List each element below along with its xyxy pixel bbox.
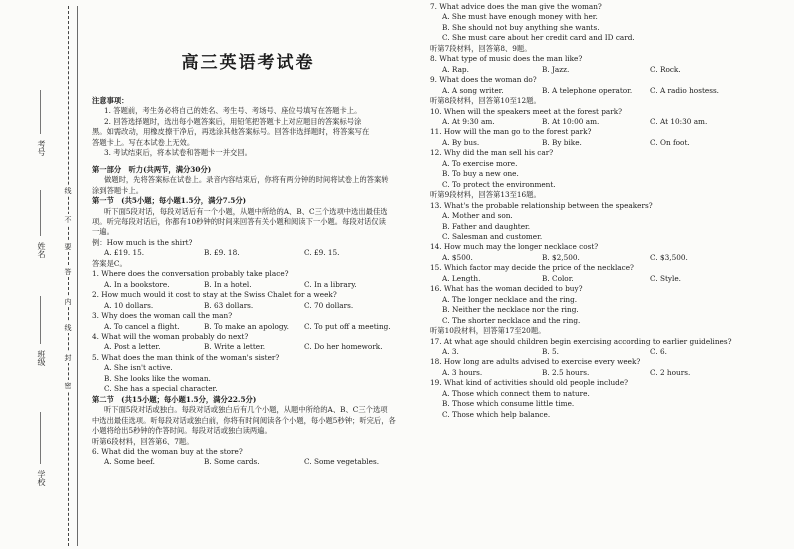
binding-margin (0, 0, 92, 549)
question: 11. How will the man go to the forest park? (430, 127, 592, 137)
option[interactable]: C. To put off a meeting. (304, 321, 391, 331)
option[interactable]: B. Neither the necklace nor the ring. (442, 305, 579, 315)
question-options (92, 342, 404, 352)
option[interactable]: B. By bike. (542, 137, 582, 147)
material-note: 听第8段材料，回答第10至12题。 (430, 96, 541, 106)
question: 1. Where does the conversation probably take place? (92, 269, 289, 279)
notice-line: 黑。如需改动，用橡皮擦干净后，再选涂其他答案标号。回答非选择题时，将答案写在 (92, 127, 370, 137)
option[interactable]: B. Write a letter. (204, 342, 266, 352)
question: 5. What does the man think of the woman's sister? (92, 352, 280, 362)
option[interactable]: B. Jazz. (542, 64, 570, 74)
notice-line: 2. 回答选择题时，选出每小题答案后，用铅笔把答题卡上对应题目的答案标号涂 (104, 116, 362, 126)
question-options (430, 65, 782, 75)
notice-line: 答题卡上。写在本试卷上无效。 (92, 137, 195, 147)
option[interactable]: C. The shorter necklace and the ring. (442, 315, 581, 325)
option[interactable]: C. She has a special character. (104, 384, 218, 394)
exam-number-blank[interactable] (40, 90, 41, 134)
question: 6. What did the woman buy at the store? (92, 446, 243, 456)
option: C. £9. 15. (304, 248, 340, 258)
option[interactable]: C. Those which help balance. (442, 409, 551, 419)
question: 9. What does the woman do? (430, 75, 537, 85)
name-label: 姓名 (37, 242, 46, 258)
option[interactable]: B. 2.5 hours. (542, 367, 590, 377)
material-note: 听第7段材料，回答第8、9题。 (430, 43, 532, 53)
question: 2. How much would it cost to stay at the Swiss Chalet for a week? (92, 290, 337, 300)
option[interactable]: C. To protect the environment. (442, 179, 556, 189)
option[interactable]: A. 3. (442, 346, 459, 356)
class-label: 班级 (37, 350, 46, 366)
option[interactable]: C. Salesman and customer. (442, 231, 543, 241)
example-answer: 答案是C。 (92, 258, 127, 268)
option[interactable]: B. Father and daughter. (442, 221, 531, 231)
seal-char: 要 (64, 243, 72, 250)
material-note: 听第10段材料，回答第17至20题。 (430, 326, 546, 336)
option[interactable]: A. To cancel a flight. (104, 321, 180, 331)
option: B. £9. 18. (204, 248, 240, 258)
option[interactable]: A. At 9:30 am. (442, 116, 495, 126)
section-2-directions: 中选出最佳选项。听每段对话或独白前，你将有时间阅读各个小题，每小题5秒钟；听完后，各 (92, 415, 396, 425)
option[interactable]: A. She must have enough money with her. (442, 12, 598, 22)
section-2-directions: 小题将给出5秒钟的作答时间。每段对话或独白读两遍。 (92, 426, 272, 436)
option[interactable]: A. 3 hours. (442, 367, 483, 377)
option[interactable]: C. 70 dollars. (304, 300, 354, 310)
seal-char: 封 (64, 354, 72, 361)
option[interactable]: A. Post a letter. (104, 342, 161, 352)
question-options (430, 368, 782, 378)
page-2-body (430, 2, 782, 420)
question: 19. What kind of activities should old people include? (430, 378, 629, 388)
option[interactable]: C. $3,500. (650, 252, 688, 262)
exam-number-label: 考号 (37, 140, 46, 156)
question: 17. At what age should children begin exercising according to earlier guidelines? (430, 336, 732, 346)
option[interactable]: C. 6. (650, 346, 667, 356)
option[interactable]: C. 2 hours. (650, 367, 691, 377)
option[interactable]: C. Do her homework. (304, 342, 383, 352)
question-options (92, 322, 404, 332)
paper-title: 高三英语考试卷 (181, 53, 315, 73)
question: 16. What has the woman decided to buy? (430, 284, 583, 294)
option[interactable]: A. The longer necklace and the ring. (442, 294, 578, 304)
option[interactable]: B. She looks like the woman. (104, 373, 211, 383)
option[interactable]: C. Some vegetables. (304, 457, 380, 467)
option[interactable]: A. She isn't active. (104, 363, 173, 373)
seal-border-line (77, 6, 78, 546)
option[interactable]: A. $500. (442, 252, 473, 262)
seal-char: 不 (64, 216, 72, 223)
question-options (430, 347, 782, 357)
option[interactable]: C. A radio hostess. (650, 85, 720, 95)
question: 18. How long are adults advised to exercise every week? (430, 357, 641, 367)
option[interactable]: B. 5. (542, 346, 559, 356)
question-options (430, 117, 782, 127)
part-1-note: 做题时，先将答案标在试卷上。录音内容结束后，你将有两分钟的时间将试卷上的答案转 (104, 175, 389, 185)
option[interactable]: B. In a hotel. (204, 279, 252, 289)
option[interactable]: C. In a library. (304, 279, 357, 289)
question: 14. How much may the longer necklace cost? (430, 242, 599, 252)
seal-char: 密 (64, 382, 72, 389)
option[interactable]: A. To exercise more. (442, 158, 518, 168)
option[interactable]: C. On foot. (650, 137, 690, 147)
question: 13. What's the probable relationship between the speakers? (430, 200, 653, 210)
option[interactable]: B. To make an apology. (204, 321, 289, 331)
section-1-heading: 第一节 (共5小题；每小题1.5分，满分7.5分) (92, 196, 247, 206)
option[interactable]: A. Length. (442, 273, 481, 283)
part-1-heading: 第一部分 听力(共两节，满分30分) (92, 164, 212, 174)
option[interactable]: B. 63 dollars. (204, 300, 254, 310)
option[interactable]: B. To buy a new one. (442, 169, 519, 179)
question-options (430, 138, 782, 148)
option[interactable]: A. Those which connect them to nature. (442, 388, 590, 398)
question-options (92, 301, 404, 311)
question: 4. What will the woman probably do next? (92, 331, 249, 341)
question: 10. When will the speakers meet at the forest park? (430, 106, 623, 116)
notice-heading: 注意事项： (92, 96, 129, 105)
option[interactable]: B. At 10:00 am. (542, 116, 600, 126)
part-1-note: 涂到答题卡上。 (92, 185, 144, 195)
notice-line: 3. 考试结束后，将本试卷和答题卡一并交回。 (104, 148, 252, 158)
question-options (92, 457, 404, 467)
option[interactable]: B. Some cards. (204, 457, 260, 467)
class-blank[interactable] (40, 296, 41, 344)
option[interactable]: C. Style. (650, 273, 681, 283)
question-options (430, 86, 782, 96)
page-1-body (92, 96, 404, 468)
question: 3. Why does the woman call the man? (92, 311, 233, 321)
seal-char: 答 (64, 268, 72, 275)
option[interactable]: C. She must care about her credit card and ID card. (442, 33, 635, 43)
material-note: 听第9段材料，回答第13至16题。 (430, 190, 541, 200)
seal-char: 线 (64, 187, 72, 194)
option[interactable]: A. By bus. (442, 137, 480, 147)
option[interactable]: A. Mother and son. (442, 211, 513, 221)
option[interactable]: B. $2,500. (542, 252, 580, 262)
option[interactable]: B. Color. (542, 273, 574, 283)
example-options (92, 248, 404, 258)
question-options (92, 280, 404, 290)
option[interactable]: B. Those which consume little time. (442, 399, 575, 409)
option[interactable]: A. Rap. (442, 64, 469, 74)
option[interactable]: C. Rock. (650, 64, 681, 74)
option[interactable]: C. At 10:30 am. (650, 116, 708, 126)
section-1-directions: 听下面5段对话，每段对话后有一个小题，从题中所给的A、B、C三个选项中选出最佳选 (104, 206, 388, 216)
option[interactable]: B. She should not buy anything she wants. (442, 22, 600, 32)
option[interactable]: B. A telephone operator. (542, 85, 633, 95)
school-label: 学校 (37, 470, 46, 486)
seal-char: 内 (64, 298, 72, 305)
option: A. £19. 15. (104, 248, 145, 258)
seal-char: 线 (64, 324, 72, 331)
option[interactable]: A. Some beef. (104, 457, 155, 467)
question: 15. Which factor may decide the price of the necklace? (430, 263, 634, 273)
option[interactable]: A. In a bookstore. (104, 279, 170, 289)
school-blank[interactable] (40, 412, 41, 464)
question-options (430, 253, 782, 263)
section-2-heading: 第二节 (共15小题；每小题1.5分，满分22.5分) (92, 394, 257, 404)
example-question: 例：How much is the shirt? (92, 237, 193, 247)
material-note: 听第6段材料，回答第6、7题。 (92, 436, 194, 446)
option[interactable]: A. 10 dollars. (104, 300, 154, 310)
section-1-directions: 一遍。 (92, 227, 114, 237)
name-blank[interactable] (40, 190, 41, 236)
section-2-directions: 听下面5段对话或独白。每段对话或独白后有几个小题，从题中所给的A、B、C三个选项 (104, 405, 388, 415)
section-1-directions: 项。听完每段对话后，你都有10秒钟的时间来回答有关小题和阅读下一小题。每段对话仅读 (92, 216, 386, 226)
notice-line: 1. 答题前，考生务必将自己的姓名、考生号、考场号、座位号填写在答题卡上。 (104, 106, 362, 116)
question-options (430, 274, 782, 284)
question: 7. What advice does the man give the woman? (430, 2, 602, 11)
question: 8. What type of music does the man like? (430, 54, 583, 64)
option[interactable]: A. A song writer. (442, 85, 504, 95)
question: 12. Why did the man sell his car? (430, 148, 554, 158)
